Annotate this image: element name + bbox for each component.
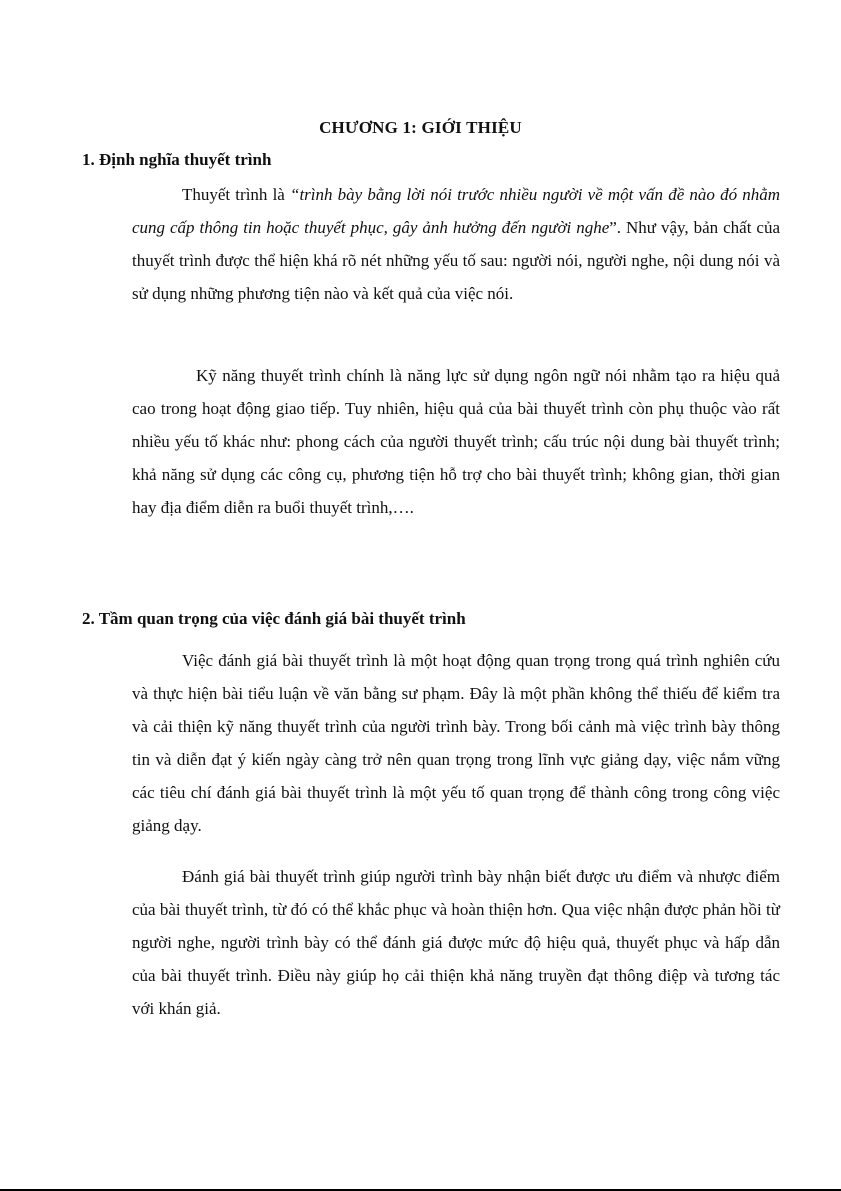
section-1-paragraph-1 <box>132 178 780 310</box>
chapter-title: CHƯƠNG 1: GIỚI THIỆU <box>319 118 522 137</box>
section-2-paragraph-1: Việc đánh giá bài thuyết trình là một hoạt động quan trọng trong quá trình nghiên cứu và thực hiện bài tiểu luận về văn bằng sư phạm. Đây là một phần không thể thiếu để kiểm tra và cải thiện kỹ năng thuyết trình của người trình bày. Trong bối cảnh mà việc trình bày thông tin và diễn đạt ý kiến ngày càng trở nên quan trọng trong lĩnh vực giảng dạy, việc nắm vững các tiêu chí đánh giá bài thuyết trình là một yếu tố quan trọng để thành công trong công việc giảng dạy. <box>132 651 780 835</box>
section-2-paragraph-2: Đánh giá bài thuyết trình giúp người trình bày nhận biết được ưu điểm và nhược điểm của bài thuyết trình, từ đó có thể khắc phục và hoàn thiện hơn. Qua việc nhận được phản hồi từ người nghe, người trình bày có thể đánh giá được mức độ hiệu quả, thuyết phục và hấp dẫn của bài thuyết trình. Điều này giúp họ cải thiện khả năng truyền đạt thông điệp và tương tác với khán giả. <box>132 867 780 1018</box>
section-1-paragraph-1-rest: ”. Như vậy, bản chất của thuyết trình được thể hiện khá rõ nét những yếu tố sau: người nói, người nghe, nội dung nói và sử dụng những phương tiện nào và kết quả của việc nói. <box>132 218 780 303</box>
section-1-paragraph-1-lead: Thuyết trình là <box>182 185 290 204</box>
section-1-paragraph-2: Kỹ năng thuyết trình chính là năng lực sử dụng ngôn ngữ nói nhằm tạo ra hiệu quả cao trong hoạt động giao tiếp. Tuy nhiên, hiệu quả của bài thuyết trình còn phụ thuộc vào rất nhiều yếu tố khác như: phong cách của người thuyết trình; cấu trúc nội dung bài thuyết trình; khả năng sử dụng các công cụ, phương tiện hỗ trợ cho bài thuyết trình; không gian, thời gian hay địa điểm diễn ra buổi thuyết trình,…. <box>132 366 780 517</box>
section-2-heading: 2. Tầm quan trọng của việc đánh giá bài thuyết trình <box>82 609 466 628</box>
section-1-heading: 1. Định nghĩa thuyết trình <box>82 150 272 169</box>
definition-quote: “trình bày bằng lời nói trước nhiều người về một vấn đề nào đó nhằm cung cấp thông tin hoặc thuyết phục, gây ảnh hưởng đến người nghe <box>132 185 781 237</box>
